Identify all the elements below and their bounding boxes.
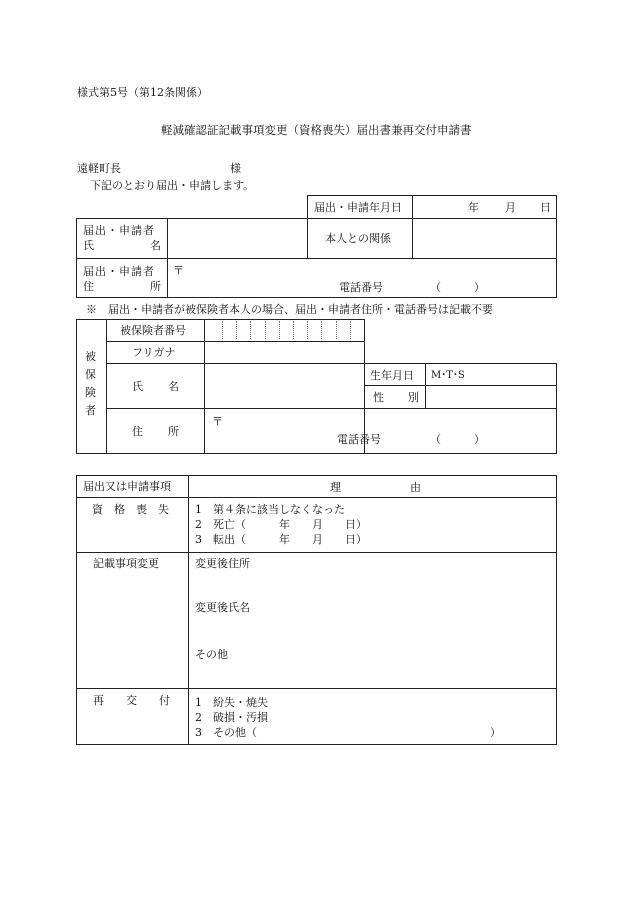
applicant-address-label: 届出・申請者 bbox=[83, 265, 155, 278]
addressee-name: 遠軽町長 bbox=[77, 162, 121, 175]
reissue-item-3[interactable]: 3 その他（ bbox=[195, 726, 257, 739]
insured-phone-parens: （ ） bbox=[430, 433, 485, 446]
birth-label: 生年月日 bbox=[370, 369, 414, 382]
applicant-name-label-b: 名 bbox=[150, 239, 161, 252]
reissue-item-1[interactable]: 1 紛失・焼失 bbox=[195, 696, 268, 709]
insured-side-label-3: 険 bbox=[85, 386, 96, 399]
reissue-label: 再 交 付 bbox=[93, 694, 170, 707]
applicant-phone-label: 電話番号 bbox=[339, 281, 383, 294]
insured-postal-mark: 〒 bbox=[212, 415, 223, 428]
addressee-honorific: 様 bbox=[230, 162, 241, 175]
date-year: 年 bbox=[468, 201, 479, 214]
form-title: 軽減確認証記載事項変更（資格喪失）届出書兼再交付申請書 bbox=[161, 123, 472, 137]
date-field[interactable] bbox=[413, 196, 556, 218]
applicant-address-label-b: 所 bbox=[150, 280, 161, 293]
col-reason-header-a: 理 bbox=[330, 481, 341, 494]
furigana-label: フリガナ bbox=[132, 346, 176, 359]
applicant-name-label: 届出・申請者 bbox=[83, 224, 155, 237]
col-reason-header-b: 由 bbox=[410, 481, 421, 494]
col-item-header: 届出又は申請事項 bbox=[83, 480, 171, 493]
insured-name-field[interactable] bbox=[205, 364, 363, 407]
applicant-name-label-a: 氏 bbox=[83, 239, 94, 252]
applicant-address-label-a: 住 bbox=[83, 280, 94, 293]
intro-text: 下記のとおり届出・申請します。 bbox=[90, 179, 255, 192]
sex-label-b: 別 bbox=[408, 391, 419, 404]
insured-side-label-1: 被 bbox=[85, 350, 96, 363]
insured-number-field[interactable] bbox=[205, 320, 363, 340]
relation-label: 本人との関係 bbox=[325, 232, 391, 245]
loss-item-2[interactable]: 2 死亡（ 年 月 日） bbox=[195, 518, 367, 531]
form-number: 様式第5号（第12条関係） bbox=[77, 86, 208, 99]
applicant-phone-parens: （ ） bbox=[430, 281, 485, 294]
era-options: M･T･S bbox=[431, 370, 465, 381]
loss-item-3[interactable]: 3 転出（ 年 月 日） bbox=[195, 533, 367, 546]
insured-side-label-2: 保 bbox=[85, 368, 96, 381]
relation-field[interactable] bbox=[413, 219, 556, 257]
loss-item-1[interactable]: 1 第４条に該当しなくなった bbox=[195, 503, 345, 516]
insured-address-label-b: 所 bbox=[168, 425, 179, 438]
sex-field[interactable] bbox=[426, 386, 556, 407]
sex-label-a: 性 bbox=[373, 391, 384, 404]
insured-number-label: 被保険者番号 bbox=[120, 324, 186, 337]
furigana-field[interactable] bbox=[205, 342, 363, 362]
reissue-close-paren: ） bbox=[490, 726, 501, 739]
insured-name-label-a: 氏 bbox=[132, 380, 143, 393]
date-day: 日 bbox=[540, 201, 551, 214]
change-field[interactable] bbox=[260, 555, 555, 685]
change-item-address: 変更後住所 bbox=[195, 557, 250, 570]
insured-address-label-a: 住 bbox=[132, 425, 143, 438]
date-label: 届出・申請年月日 bbox=[314, 201, 402, 214]
insured-phone-label: 電話番号 bbox=[337, 433, 381, 446]
reissue-item-2[interactable]: 2 破損・汚損 bbox=[195, 711, 268, 724]
applicant-postal-mark: 〒 bbox=[173, 264, 184, 277]
applicant-name-field[interactable] bbox=[168, 219, 306, 257]
insured-name-label-b: 名 bbox=[168, 380, 179, 393]
note-text: ※ 届出・申請者が被保険者本人の場合、届出・申請者住所・電話番号は記載不要 bbox=[86, 303, 493, 316]
change-item-name: 変更後氏名 bbox=[195, 601, 250, 614]
date-month: 月 bbox=[505, 201, 516, 214]
loss-label: 資 格 喪 失 bbox=[92, 503, 169, 516]
insured-side-label-4: 者 bbox=[85, 404, 96, 417]
change-item-other: その他 bbox=[195, 648, 228, 661]
insured-address-field[interactable] bbox=[205, 409, 556, 453]
birth-field[interactable] bbox=[426, 364, 556, 384]
change-label: 記載事項変更 bbox=[93, 557, 159, 570]
